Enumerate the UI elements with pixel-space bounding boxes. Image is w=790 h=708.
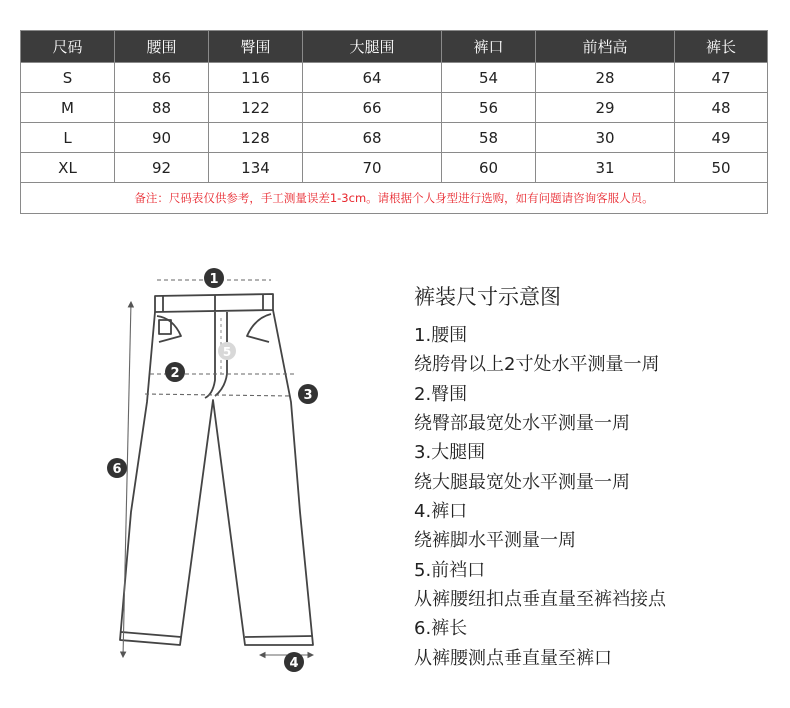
table-cell: 66	[303, 93, 442, 123]
measurement-note: 从裤腰测点垂直量至裤口	[414, 648, 612, 669]
table-cell: S	[21, 63, 115, 93]
measurement-lines	[123, 280, 313, 657]
measurement-note: 绕胯骨以上2寸处水平测量一周	[414, 354, 660, 375]
table-cell: 122	[209, 93, 303, 123]
measurement-note: 从裤腰纽扣点垂直量至裤裆接点	[414, 589, 666, 610]
table-cell: 48	[675, 93, 768, 123]
table-row	[21, 93, 768, 123]
table-cell: 31	[536, 153, 675, 183]
pants-outline	[120, 294, 313, 645]
table-cell: XL	[21, 153, 115, 183]
table-cell: 47	[675, 63, 768, 93]
table-row	[21, 153, 768, 183]
header-waist: 腰围	[115, 31, 209, 63]
marker-6	[107, 458, 127, 478]
measurement-note: 3.大腿围	[414, 442, 486, 463]
header-size: 尺码	[21, 31, 115, 63]
table-cell: 56	[442, 93, 536, 123]
marker-4	[284, 652, 304, 672]
svg-text:2: 2	[170, 366, 180, 381]
measurement-note: 绕大腿最宽处水平测量一周	[414, 472, 630, 493]
table-cell: 128	[209, 123, 303, 153]
table-cell: 28	[536, 63, 675, 93]
table-cell: 58	[442, 123, 536, 153]
table-cell: 68	[303, 123, 442, 153]
svg-text:1: 1	[209, 272, 219, 287]
size-chart-table	[20, 30, 768, 214]
measurement-note: 5.前裆口	[414, 560, 486, 581]
marker-3	[298, 384, 318, 404]
table-cell: 86	[115, 63, 209, 93]
table-cell: 29	[536, 93, 675, 123]
table-header-row	[21, 31, 768, 63]
header-front-rise: 前档高	[536, 31, 675, 63]
table-cell: 49	[675, 123, 768, 153]
table-cell: 30	[536, 123, 675, 153]
table-cell: 116	[209, 63, 303, 93]
measurement-note: 4.裤口	[414, 501, 468, 522]
marker-5	[218, 342, 236, 360]
measurement-note: 1.腰围	[414, 325, 468, 346]
table-row	[21, 63, 768, 93]
table-cell: 70	[303, 153, 442, 183]
marker-2	[165, 362, 185, 382]
table-row	[21, 123, 768, 153]
diagram-title: 裤装尺寸示意图	[414, 285, 561, 309]
svg-text:6: 6	[112, 462, 122, 477]
svg-text:5: 5	[222, 345, 232, 359]
table-cell: 92	[115, 153, 209, 183]
svg-text:3: 3	[303, 388, 313, 403]
table-cell: 90	[115, 123, 209, 153]
measurement-note: 绕臀部最宽处水平测量一周	[414, 413, 630, 434]
table-cell: 64	[303, 63, 442, 93]
table-cell: 54	[442, 63, 536, 93]
header-leg-opening: 裤口	[442, 31, 536, 63]
pants-measurement-diagram	[95, 262, 335, 687]
header-length: 裤长	[675, 31, 768, 63]
table-cell: 60	[442, 153, 536, 183]
marker-1	[204, 268, 224, 288]
measurement-note: 6.裤长	[414, 618, 468, 639]
measurement-note: 2.臀围	[414, 384, 468, 405]
measurement-note: 绕裤脚水平测量一周	[414, 530, 576, 551]
svg-text:4: 4	[289, 656, 299, 671]
note-row	[21, 183, 768, 214]
table-cell: M	[21, 93, 115, 123]
header-thigh: 大腿围	[303, 31, 442, 63]
table-cell: L	[21, 123, 115, 153]
table-cell: 88	[115, 93, 209, 123]
size-note: 备注：尺码表仅供参考，手工测量误差1-3cm。请根据个人身型进行选购，如有问题请咨询客服人员。	[21, 183, 768, 214]
table-cell: 134	[209, 153, 303, 183]
header-hip: 臀围	[209, 31, 303, 63]
table-cell: 50	[675, 153, 768, 183]
